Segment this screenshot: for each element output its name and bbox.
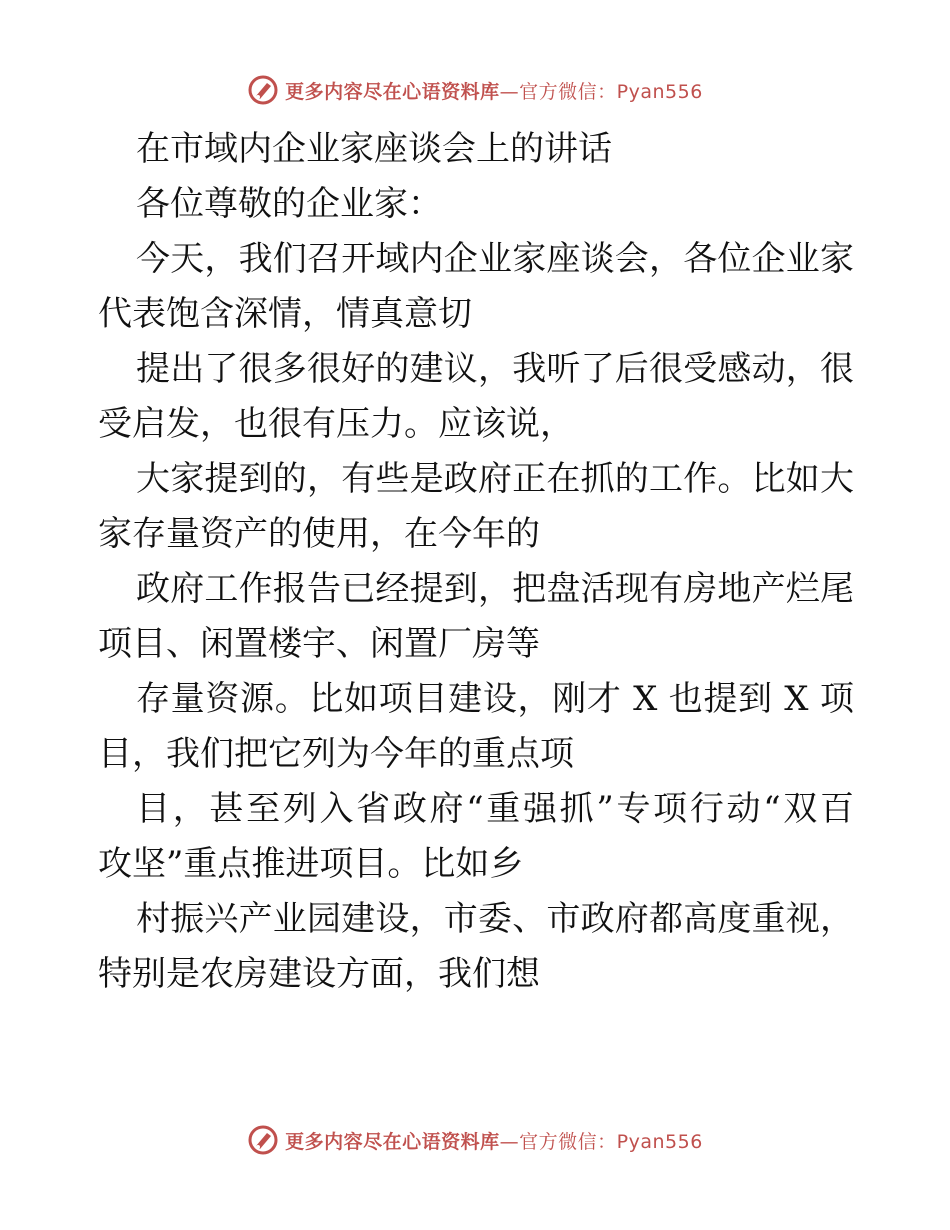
watermark-brand: 更多内容尽在心语资料库 — [285, 80, 500, 103]
paragraph-line: 特别是农房建设方面，我们想 — [98, 954, 540, 994]
watermark-text — [285, 1127, 703, 1154]
pen-logo-icon — [247, 74, 279, 106]
watermark-contact: —官方微信：Pyan556 — [499, 80, 703, 103]
pen-logo-icon — [247, 1124, 279, 1156]
paragraph-line: 家存量资产的使用，在今年的 — [98, 514, 540, 554]
document-salutation: 各位尊敬的企业家： — [136, 184, 442, 224]
paragraph-line: 提出了很多很好的建议，我听了后很受感动，很 — [136, 349, 854, 389]
watermark-text — [285, 77, 703, 104]
paragraph-line: 项目、闲置楼宇、闲置厂房等 — [98, 624, 540, 664]
header-watermark-banner — [0, 70, 950, 110]
paragraph-line: 政府工作报告已经提到，把盘活现有房地产烂尾 — [136, 569, 854, 609]
watermark-brand: 更多内容尽在心语资料库 — [285, 1130, 500, 1153]
document-body — [98, 122, 854, 1002]
paragraph-line: 今天，我们召开域内企业家座谈会，各位企业家 — [136, 239, 854, 279]
paragraph-line: 村振兴产业园建设，市委、市政府都高度重视， — [136, 899, 854, 939]
paragraph-line: 代表饱含深情，情真意切 — [98, 294, 472, 334]
footer-watermark-banner — [0, 1120, 950, 1160]
paragraph-line: 大家提到的，有些是政府正在抓的工作。比如大 — [136, 459, 854, 499]
paragraph-line: 受启发，也很有压力。应该说， — [98, 404, 574, 444]
document-title: 在市域内企业家座谈会上的讲话 — [136, 129, 612, 169]
paragraph-line: 目，我们把它列为今年的重点项 — [98, 734, 574, 774]
watermark-contact: —官方微信：Pyan556 — [499, 1130, 703, 1153]
paragraph-line: 存量资源。比如项目建设，刚才 X 也提到 X 项 — [136, 679, 854, 719]
paragraph-line: 攻坚”重点推进项目。比如乡 — [98, 844, 524, 884]
paragraph-line: 目，甚至列入省政府“重强抓”专项行动“双百 — [136, 789, 854, 829]
